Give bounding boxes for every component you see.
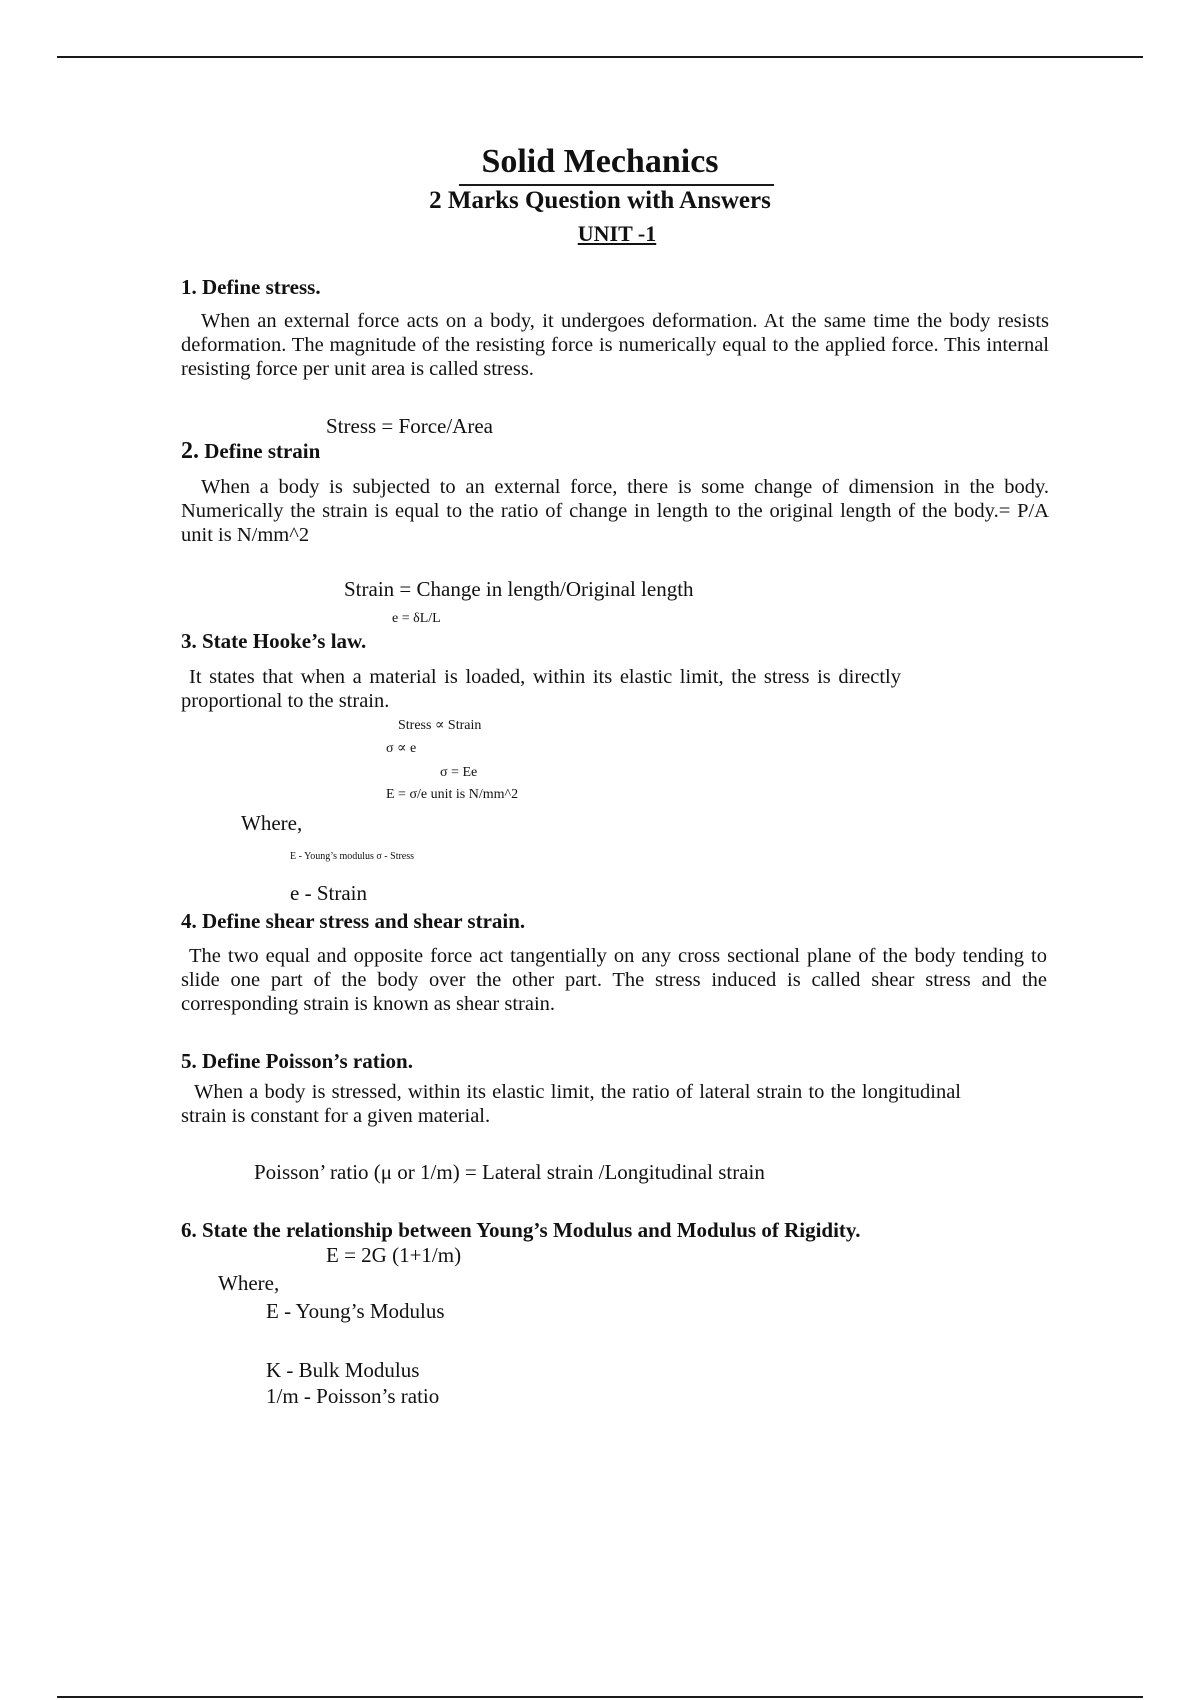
question-3-heading: 3. State Hooke’s law. (181, 629, 367, 653)
question-4-answer-text: The two equal and opposite force act tangentially on any cross sectional plane of the body tending to slide one part of the body over the other part. The stress induced is called shear stress and the corresponding strain is known as shear strain. (181, 945, 1047, 1015)
question-4-answer (181, 944, 1047, 1016)
page-title: Solid Mechanics (481, 143, 719, 180)
question-3-formula-2: σ ∝ e (386, 741, 417, 756)
question-5-answer-text: When a body is stressed, within its elastic limit, the ratio of lateral strain to the longitudinal strain is constant for a given material. (181, 1081, 961, 1127)
question-3-answer-text: It states that when a material is loaded, within its elastic limit, the stress is directly proportional to the strain. (181, 666, 901, 712)
question-6-definition-3: 1/m - Poisson’s ratio (266, 1384, 440, 1408)
question-4-heading: 4. Define shear stress and shear strain. (181, 909, 526, 933)
question-6-definition-2: K - Bulk Modulus (266, 1358, 420, 1382)
page-subtitle: 2 Marks Question with Answers (429, 187, 771, 214)
question-3-strain-definition: e - Strain (290, 881, 367, 905)
question-6-where: Where, (218, 1271, 280, 1295)
question-2-number: 2. (181, 438, 199, 464)
question-1-answer-text: When an external force acts on a body, it undergoes deformation. At the same time the body resists deformation. The magnitude of the resisting force is numerically equal to the applied force. This internal resisting force per unit area is called stress. (181, 310, 1049, 380)
title-underline (459, 184, 774, 186)
question-2-heading (181, 438, 320, 465)
question-3-where: Where, (241, 811, 303, 835)
question-5-heading: 5. Define Poisson’s ration. (181, 1049, 413, 1073)
question-2-heading-text: Define strain (204, 439, 321, 463)
question-3-answer (181, 665, 901, 713)
question-5-formula: Poisson’ ratio (μ or 1/m) = Lateral strain /Longitudinal strain (254, 1160, 765, 1184)
question-3-formula-1: Stress ∝ Strain (398, 718, 482, 733)
question-2-answer-text: When a body is subjected to an external force, there is some change of dimension in the body. Numerically the strain is equal to the ratio of change in length to the original length of the body.= P/A unit is N/mm^2 (181, 476, 1049, 546)
question-6-definition-1: E - Young’s Modulus (266, 1299, 445, 1323)
question-1-heading: 1. Define stress. (181, 275, 321, 299)
question-1-answer (181, 309, 1049, 381)
question-1-formula: Stress = Force/Area (326, 414, 493, 438)
question-3-definitions: E - Young’s modulus σ - Stress (290, 851, 415, 862)
top-rule (57, 56, 1143, 58)
bottom-rule (57, 1696, 1143, 1698)
question-6-heading: 6. State the relationship between Young’s Modulus and Modulus of Rigidity. (181, 1218, 861, 1242)
question-6-formula: E = 2G (1+1/m) (326, 1243, 462, 1267)
question-2-formula: Strain = Change in length/Original length (344, 577, 694, 601)
question-3-formula-3: σ = Ee (440, 765, 478, 780)
question-5-answer (181, 1080, 961, 1128)
question-2-formula-symbolic: e = δL/L (392, 611, 441, 626)
question-3-formula-4: E = σ/e unit is N/mm^2 (386, 787, 519, 802)
unit-label: UNIT -1 (577, 221, 657, 246)
question-2-answer (181, 475, 1049, 547)
